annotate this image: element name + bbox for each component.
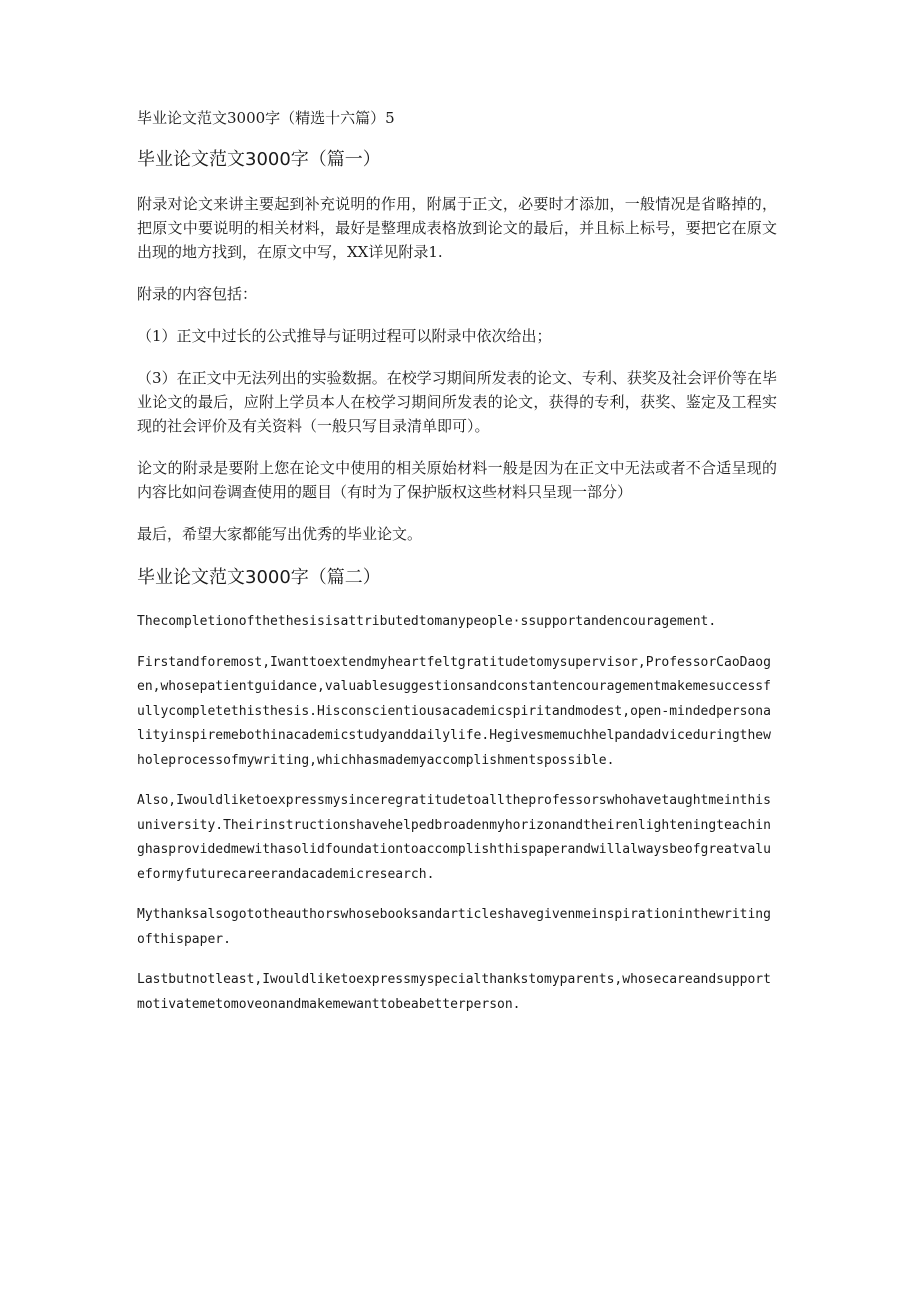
paragraph: Lastbutnotleast,Iwouldliketoexpressmyspecialthankstomyparents,whosecareandsupportmotivatemetomoveonandmakemewanttobeabetterperson. (137, 972, 771, 1012)
paragraph: Thecompletionofthethesisisattributedtomanypeople·ssupportandencouragement. (137, 614, 717, 629)
section-heading-2: 毕业论文范文3000字（篇二） (137, 567, 381, 588)
paragraph: 附录对论文来讲主要起到补充说明的作用，附属于正文，必要时才添加，一般情况是省略掉的，把原文中要说明的相关材料，最好是整理成表格放到论文的最后，并且标上标号，要把它在原文出现的地方找到，在原文中写，XX详见附录1. (137, 195, 777, 261)
paragraph: Also,Iwouldliketoexpressmysinceregratitudetoalltheprofessorswhohavetaughtmeinthisuniversity.Theirinstructionshavehelpedbroadenmyhorizonandtheirenlighteningteachinghasprovidedmewithasolidfoundationtoaccomplishthispaperandwillalwaysbeofgreatvalueformyfuturecareerandacademicresearch. (137, 793, 771, 882)
paragraph: Mythanksalsogototheauthorswhosebooksandarticleshavegivenmeinspirationinthewritingofthispaper. (137, 907, 771, 947)
paragraph: 最后，希望大家都能写出优秀的毕业论文。 (137, 525, 423, 543)
paragraph: （1）正文中过长的公式推导与证明过程可以附录中依次给出； (137, 327, 552, 345)
paragraph: 附录的内容包括： (137, 285, 258, 303)
paragraph: （3）在正文中无法列出的实验数据。在校学习期间所发表的论文、专利、获奖及社会评价等在毕业论文的最后，应附上学员本人在校学习期间所发表的论文，获得的专利，获奖、鉴定及工程实现的社会评价及有关资料（一般只写目录清单即可）。 (137, 369, 777, 435)
document-title: 毕业论文范文3000字（精选十六篇）5 (137, 109, 395, 127)
paragraph: 论文的附录是要附上您在论文中使用的相关原始材料一般是因为在正文中无法或者不合适呈现的内容比如问卷调查使用的题目（有时为了保护版权这些材料只呈现一部分） (137, 459, 777, 501)
paragraph: Firstandforemost,Iwanttoextendmyheartfeltgratitudetomysupervisor,ProfessorCaoDaogen,whosepatientguidance,valuablesuggestionsandconstantencouragementmakemesuccessfullycompletethisthesis.Hisconscientiousacademicspiritandmodest,open-mindedpersonalityinspiremebothinacademicstudyanddailylife.Hegivesmemuchhelpandadviceduringthewholeprocessofmywriting,whichhasmademyaccomplishmentspossible. (137, 654, 771, 768)
section-heading-1: 毕业论文范文3000字（篇一） (137, 149, 381, 170)
document-page (137, 106, 777, 1033)
